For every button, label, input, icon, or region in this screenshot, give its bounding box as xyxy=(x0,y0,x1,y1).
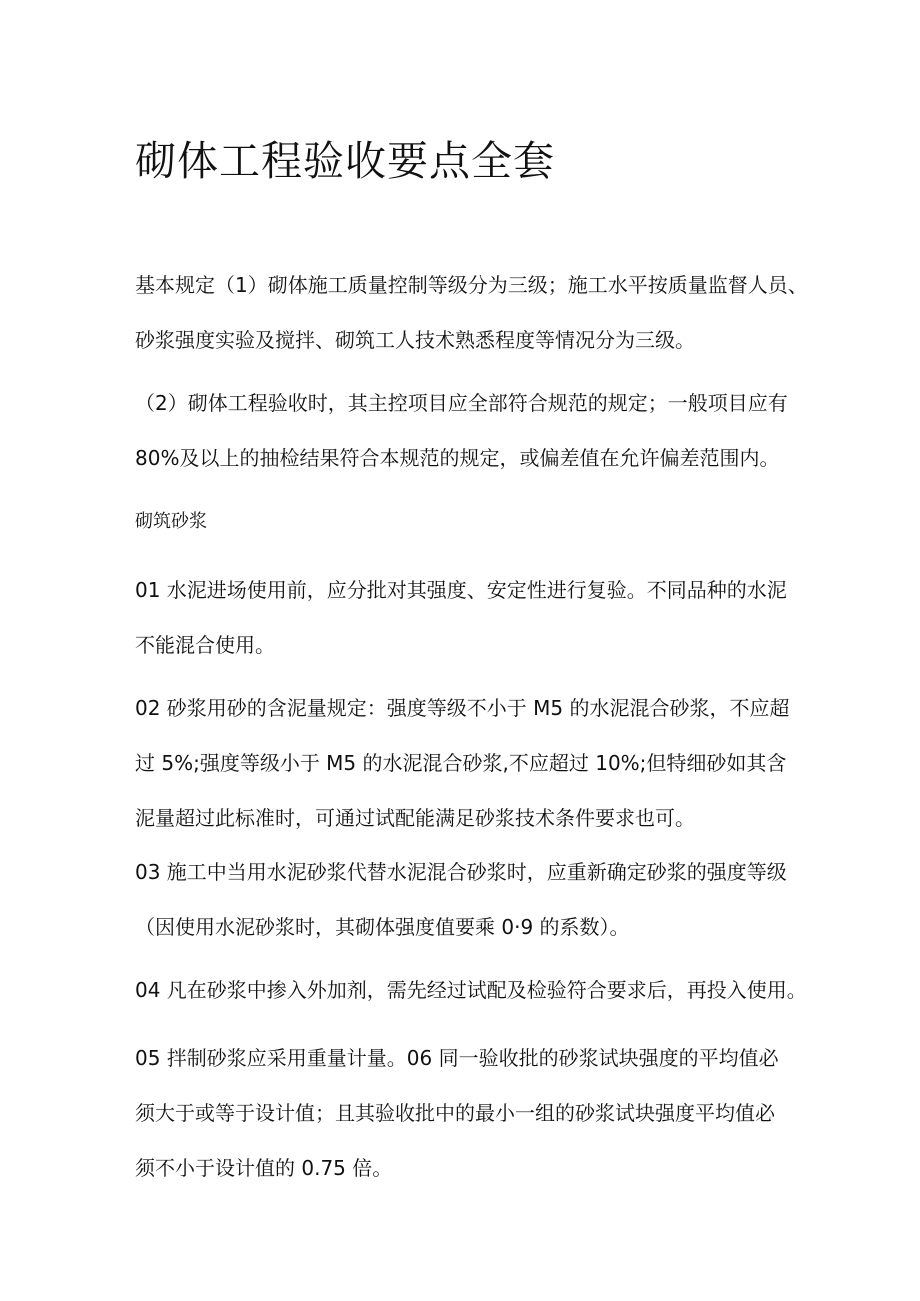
text-line: 须大于或等于设计值；且其验收批中的最小一组的砂浆试块强度平均值必 xyxy=(135,1101,775,1125)
paragraph-item-05-06 xyxy=(135,1031,795,1196)
paragraph-basic-rules-2 xyxy=(135,376,795,486)
text-line: 03 施工中当用水泥砂浆代替水泥混合砂浆时，应重新确定砂浆的强度等级 xyxy=(135,860,787,884)
text-line: 不能混合使用。 xyxy=(135,633,275,657)
text-line: 05 拌制砂浆应采用重量计量。06 同一验收批的砂浆试块强度的平均值必 xyxy=(135,1046,779,1070)
paragraph-item-01 xyxy=(135,563,795,673)
text-line: 砂浆强度实验及搅拌、砌筑工人技术熟悉程度等情况分为三级。 xyxy=(135,328,695,352)
paragraph-item-02 xyxy=(135,681,795,846)
paragraph-basic-rules-1 xyxy=(135,258,808,368)
text-line: 须不小于设计值的 0.75 倍。 xyxy=(135,1156,393,1180)
text-line: 基本规定（1）砌体施工质量控制等级分为三级；施工水平按质量监督人员、 xyxy=(135,273,808,297)
text-line: （因使用水泥砂浆时，其砌体强度值要乘 0·9 的系数）。 xyxy=(135,915,630,939)
paragraph-item-04 xyxy=(135,963,807,1018)
text-line: （2）砌体工程验收时，其主控项目应全部符合规范的规定；一般项目应有 xyxy=(135,391,788,415)
text-line: 01 水泥进场使用前，应分批对其强度、安定性进行复验。不同品种的水泥 xyxy=(135,578,787,602)
section-heading-mortar xyxy=(135,494,795,549)
text-line: 02 砂浆用砂的含泥量规定：强度等级不小于 M5 的水泥混合砂浆，不应超 xyxy=(135,696,790,720)
paragraph-item-03 xyxy=(135,845,795,955)
text-line: 砌筑砂浆 xyxy=(135,511,207,532)
text-line: 80%及以上的抽检结果符合本规范的规定，或偏差值在允许偏差范围内。 xyxy=(135,446,780,470)
text-line: 泥量超过此标准时，可通过试配能满足砂浆技术条件要求也可。 xyxy=(135,806,695,830)
text-line: 过 5%;强度等级小于 M5 的水泥混合砂浆,不应超过 10%;但特细砂如其含 xyxy=(135,751,787,775)
text-line: 04 凡在砂浆中掺入外加剂，需先经过试配及检验符合要求后，再投入使用。 xyxy=(135,978,807,1002)
page-title: 砌体工程验收要点全套 xyxy=(135,137,555,185)
